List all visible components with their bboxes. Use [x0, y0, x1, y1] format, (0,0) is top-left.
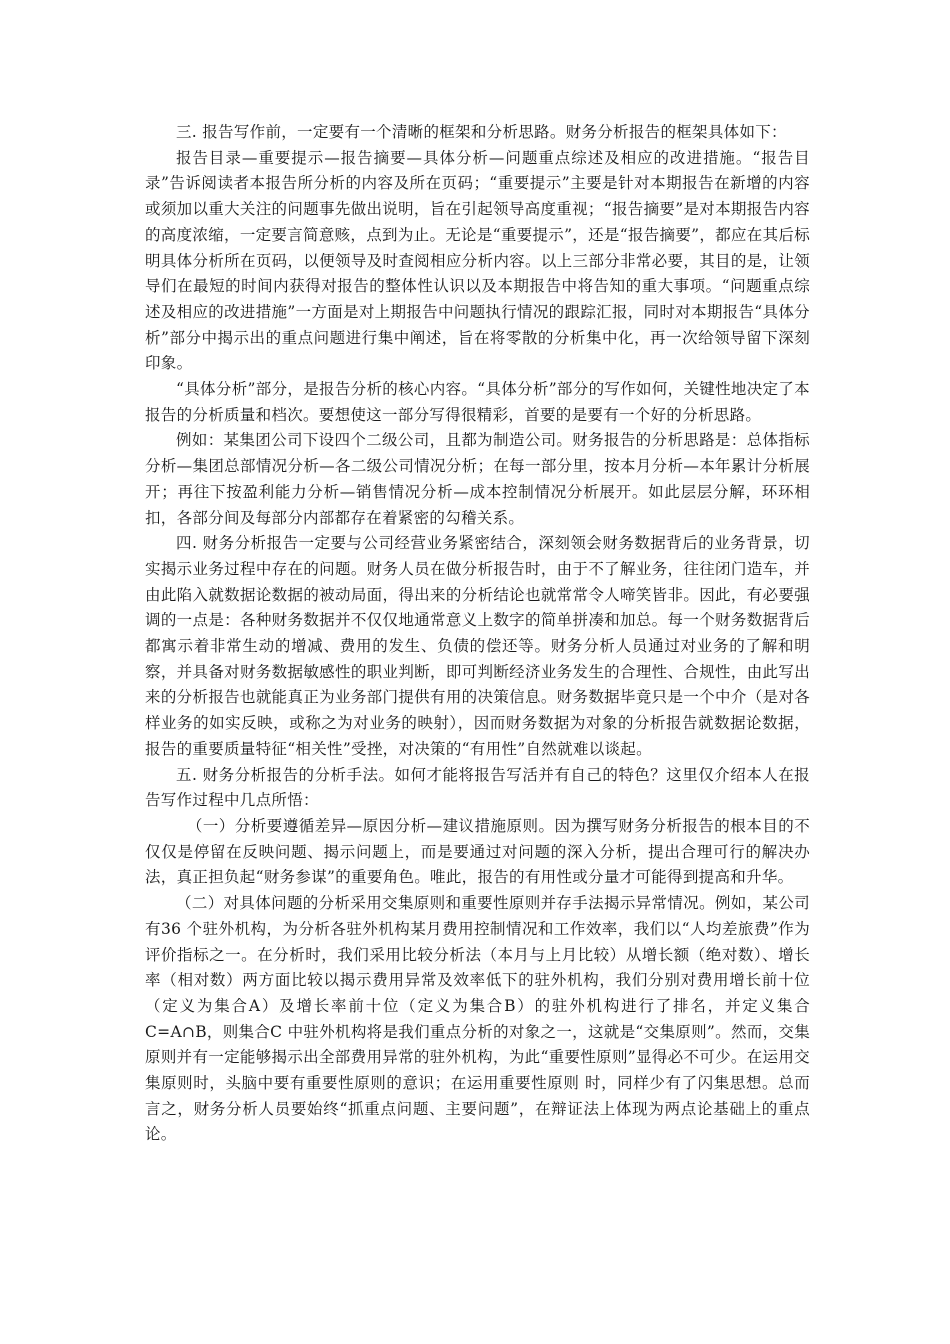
paragraph-section-4: 四. 财务分析报告一定要与公司经营业务紧密结合，深刻领会财务数据背后的业务背景，切实揭示业务过程中存在的问题。财务人员在做分析报告时，由于不了解业务，往往闭门造车，并由此陷入就数据论数据的被动局面，得出来的分析结论也就常常令人啼笑皆非。因此，有必要强调的一点是：各种财务数据并不仅仅地通常意义上数字的简单拼凑和加总。每一个财务数据背后都寓示着非常生动的增减、费用的发生、负债的偿还等。财务分析人员通过对业务的了解和明察，并具备对财务数据敏感性的职业判断，即可判断经济业务发生的合理性、合规性，由此写出来的分析报告也就能真正为业务部门提供有用的决策信息。财务数据毕竟只是一个中介（是对各样业务的如实反映，或称之为对业务的映射），因而财务数据为对象的分析报告就数据论数据，报告的重要质量特征“相关性”受挫，对决策的“有用性”自然就难以谈起。: [145, 534, 810, 758]
paragraph-point-1: （一）分析要遵循差异—原因分析—建议措施原则。因为撰写财务分析报告的根本目的不仅仅是停留在反映问题、揭示问题上，而是要通过对问题的深入分析，提出合理可行的解决办法，真正担负起“财务参谋”的重要角色。唯此，报告的有用性或分量才可能得到提高和升华。: [145, 816, 810, 887]
document-body: [145, 120, 810, 1148]
paragraph-example: 例如：某集团公司下设四个二级公司，且都为制造公司。财务报告的分析思路是：总体指标分析—集团总部情况分析—各二级公司情况分析；在每一部分里，按本月分析—本年累计分析展开；再往下按盈利能力分析—销售情况分析—成本控制情况分析展开。如此层层分解，环环相扣，各部分间及每部分内部都存在着紧密的勾稽关系。: [145, 431, 810, 527]
paragraph-section-5: 五. 财务分析报告的分析手法。如何才能将报告写活并有自己的特色？这里仅介绍本人在报告写作过程中几点所悟：: [145, 765, 810, 810]
paragraph-point-2: （二）对具体问题的分析采用交集原则和重要性原则并存手法揭示异常情况。例如，某公司有36 个驻外机构，为分析各驻外机构某月费用控制情况和工作效率，我们以“人均差旅费”作为评价指标之一。在分析时，我们采用比较分析法（本月与上月比较）从增长额（绝对数）、增长率（相对数）两方面比较以揭示费用异常及效率低下的驻外机构，我们分别对费用增长前十位（定义为集合A）及增长率前十位（定义为集合B）的驻外机构进行了排名，并定义集合C=A∩B，则集合C 中驻外机构将是我们重点分析的对象之一，这就是“交集原则”。然而，交集原则并有一定能够揭示出全部费用异常的驻外机构，为此“重要性原则”显得必不可少。在运用交集原则时，头脑中要有重要性原则的意识；在运用重要性原则 时，同样少有了闪集思想。总而言之，财务分析人员要始终“抓重点问题、主要问题”，在辩证法上体现为两点论基础上的重点论。: [145, 894, 810, 1144]
paragraph-section-3-heading: 三. 报告写作前，一定要有一个清晰的框架和分析思路。财务分析报告的框架具体如下：: [176, 123, 787, 141]
paragraph-specific-analysis: “具体分析”部分，是报告分析的核心内容。“具体分析”部分的写作如何，关键性地决定了本报告的分析质量和档次。要想使这一部分写得很精彩，首要的是要有一个好的分析思路。: [145, 380, 810, 424]
paragraph-report-structure: 报告目录—重要提示—报告摘要—具体分析—问题重点综述及相应的改进措施。“报告目录”告诉阅读者本报告所分析的内容及所在页码；“重要提示”主要是针对本期报告在新增的内容或须加以重大关注的问题事先做出说明，旨在引起领导高度重视；“报告摘要”是对本期报告内容的高度浓缩，一定要言简意赅，点到为止。无论是“重要提示”，还是“报告摘要”，都应在其后标明具体分析所在页码，以便领导及时查阅相应分析内容。以上三部分非常必要，其目的是，让领导们在最短的时间内获得对报告的整体性认识以及本期报告中将告知的重大事项。“问题重点综述及相应的改进措施”一方面是对上期报告中问题执行情况的跟踪汇报，同时对本期报告“具体分析”部分中揭示出的重点问题进行集中阐述，旨在将零散的分析集中化，再一次给领导留下深刻印象。: [145, 148, 810, 373]
